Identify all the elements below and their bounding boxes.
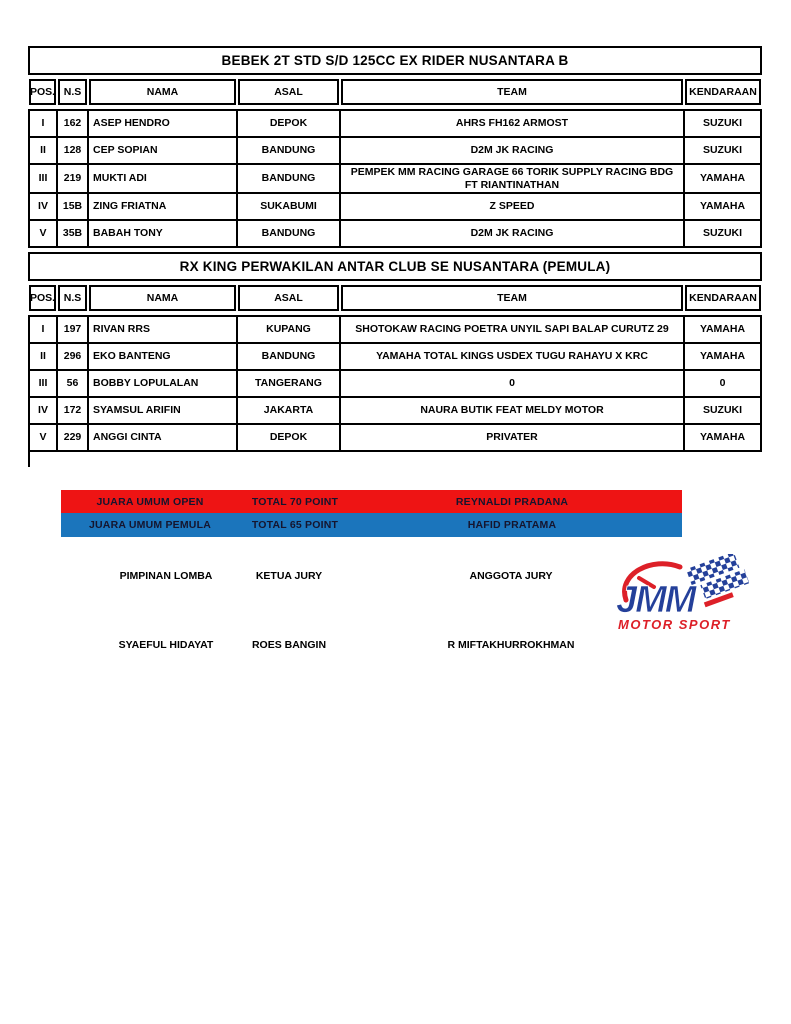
table-row xyxy=(30,138,760,165)
column-header-label: ASAL xyxy=(238,79,339,105)
column-header-label: TEAM xyxy=(341,79,683,105)
column-header-label: POS. xyxy=(29,285,56,311)
table-cell: YAMAHA xyxy=(699,200,746,213)
table-cell: 229 xyxy=(58,425,89,450)
table-cell: PEMPEK MM RACING GARAGE 66 TORIK SUPPLY RACING BDG FT RIANTINATHAN xyxy=(341,165,685,192)
column-header xyxy=(340,78,684,106)
column-header xyxy=(340,284,684,312)
column-header-label: N.S xyxy=(58,285,87,311)
table-cell: 219 xyxy=(58,165,89,192)
column-header-label: ASAL xyxy=(238,285,339,311)
column-header xyxy=(28,284,57,312)
column-header xyxy=(684,284,762,312)
table-cell: TANGERANG xyxy=(238,371,341,396)
column-header xyxy=(237,78,340,106)
table-cell: I xyxy=(30,317,58,342)
column-header xyxy=(88,284,237,312)
column-header xyxy=(57,284,88,312)
column-header xyxy=(57,78,88,106)
column-header xyxy=(684,78,762,106)
table-cell: II xyxy=(30,344,58,369)
table-cell: NAURA BUTIK FEAT MELDY MOTOR xyxy=(341,398,685,423)
table-cell: V xyxy=(30,425,58,450)
table-body xyxy=(28,315,762,452)
table-cell: ZING FRIATNA xyxy=(89,194,238,219)
table-cell: RIVAN RRS xyxy=(89,317,238,342)
column-header-label: TEAM xyxy=(341,285,683,311)
table-cell: IV xyxy=(30,398,58,423)
results-table-open xyxy=(28,46,762,248)
champion-banner-pemula xyxy=(61,513,682,537)
table-body xyxy=(28,109,762,248)
table-cell: 197 xyxy=(58,317,89,342)
logo-text: JMM xyxy=(616,579,695,621)
table-cell: ANGGI CINTA xyxy=(89,425,238,450)
column-header xyxy=(88,78,237,106)
role-ketua-jury: KETUA JURY xyxy=(255,570,323,582)
table-title: RX KING PERWAKILAN ANTAR CLUB SE NUSANTARA (PEMULA) xyxy=(28,252,762,281)
results-table-pemula xyxy=(28,252,762,452)
table-cell: 128 xyxy=(58,138,89,163)
table-row xyxy=(30,371,760,398)
table-cell: 56 xyxy=(58,371,89,396)
table-row xyxy=(30,344,760,371)
table-cell: KUPANG xyxy=(238,317,341,342)
table-cell: BANDUNG xyxy=(238,344,341,369)
table-row xyxy=(30,165,760,194)
jmm-motorsport-logo xyxy=(616,554,750,634)
table-cell: I xyxy=(30,111,58,136)
role-pimpinan-lomba: PIMPINAN LOMBA xyxy=(119,570,213,582)
table-cell: YAMAHA TOTAL KINGS USDEX TUGU RAHAYU X KRC xyxy=(341,344,685,369)
column-header-label: NAMA xyxy=(89,79,236,105)
table-cell: AHRS FH162 ARMOST xyxy=(341,111,685,136)
table-cell: III xyxy=(30,165,58,192)
role-anggota-jury: ANGGOTA JURY xyxy=(469,570,553,582)
table-header-row xyxy=(28,284,762,312)
column-header-label: N.S xyxy=(58,79,87,105)
checkered-flags-icon xyxy=(685,554,750,609)
champion-banner-open xyxy=(61,490,682,513)
table-cell: SUZUKI xyxy=(702,227,743,240)
table-cell: BABAH TONY xyxy=(89,221,238,246)
column-header xyxy=(237,284,340,312)
officials-names-row xyxy=(61,638,682,652)
table-cell: DEPOK xyxy=(238,425,341,450)
official-name: ROES BANGIN xyxy=(251,639,327,651)
table-row xyxy=(30,194,760,221)
table-cell: EKO BANTENG xyxy=(89,344,238,369)
table-cell: SHOTOKAW RACING POETRA UNYIL SAPI BALAP CURUTZ 29 xyxy=(341,317,685,342)
table-cell: D2M JK RACING xyxy=(341,138,685,163)
banner-label: JUARA UMUM OPEN xyxy=(96,495,204,508)
logo-subtext: MOTOR SPORT xyxy=(618,617,731,632)
table-cell: YAMAHA xyxy=(699,172,746,185)
table-cell: SUZUKI xyxy=(702,404,743,417)
table-cell: 35B xyxy=(58,221,89,246)
table-row xyxy=(30,425,760,450)
table-cell: YAMAHA xyxy=(699,323,746,336)
left-border-stub xyxy=(28,452,30,467)
table-cell: BANDUNG xyxy=(238,221,341,246)
table-cell: DEPOK xyxy=(238,111,341,136)
table-cell: 0 xyxy=(719,377,726,390)
official-name: SYAEFUL HIDAYAT xyxy=(118,639,214,651)
table-cell: BANDUNG xyxy=(238,165,341,192)
table-cell: BOBBY LOPULALAN xyxy=(89,371,238,396)
table-cell: JAKARTA xyxy=(238,398,341,423)
table-title: BEBEK 2T STD S/D 125CC EX RIDER NUSANTARA B xyxy=(28,46,762,75)
banner-points: TOTAL 70 POINT xyxy=(251,495,339,508)
table-cell: ASEP HENDRO xyxy=(89,111,238,136)
table-cell: 162 xyxy=(58,111,89,136)
table-header-row xyxy=(28,78,762,106)
table-row xyxy=(30,221,760,246)
table-cell: D2M JK RACING xyxy=(341,221,685,246)
column-header xyxy=(28,78,57,106)
table-cell: CEP SOPIAN xyxy=(89,138,238,163)
table-cell: 0 xyxy=(341,371,685,396)
official-name: R MIFTAKHURROKHMAN xyxy=(447,639,575,651)
banner-label: JUARA UMUM PEMULA xyxy=(88,519,211,531)
banner-champion-name: REYNALDI PRADANA xyxy=(455,495,569,508)
table-cell: Z SPEED xyxy=(341,194,685,219)
table-cell: 296 xyxy=(58,344,89,369)
column-header-label: KENDARAAN xyxy=(685,79,761,105)
column-header-label: NAMA xyxy=(89,285,236,311)
table-cell: SUKABUMI xyxy=(238,194,341,219)
banner-champion-name: HAFID PRATAMA xyxy=(467,519,557,531)
table-row xyxy=(30,317,760,344)
column-header-label: KENDARAAN xyxy=(685,285,761,311)
table-cell: YAMAHA xyxy=(699,431,746,444)
banner-points: TOTAL 65 POINT xyxy=(251,519,339,531)
table-cell: YAMAHA xyxy=(699,350,746,363)
table-cell: SUZUKI xyxy=(702,144,743,157)
table-cell: 15B xyxy=(58,194,89,219)
table-row xyxy=(30,398,760,425)
table-cell: MUKTI ADI xyxy=(89,165,238,192)
table-cell: PRIVATER xyxy=(341,425,685,450)
table-row xyxy=(30,111,760,138)
table-cell: SYAMSUL ARIFIN xyxy=(89,398,238,423)
officials-roles-row xyxy=(61,569,682,583)
table-cell: IV xyxy=(30,194,58,219)
table-cell: III xyxy=(30,371,58,396)
column-header-label: POS. xyxy=(29,79,56,105)
table-cell: V xyxy=(30,221,58,246)
logo-graphic xyxy=(616,554,750,634)
table-cell: SUZUKI xyxy=(702,117,743,130)
table-cell: II xyxy=(30,138,58,163)
table-cell: BANDUNG xyxy=(238,138,341,163)
table-cell: 172 xyxy=(58,398,89,423)
